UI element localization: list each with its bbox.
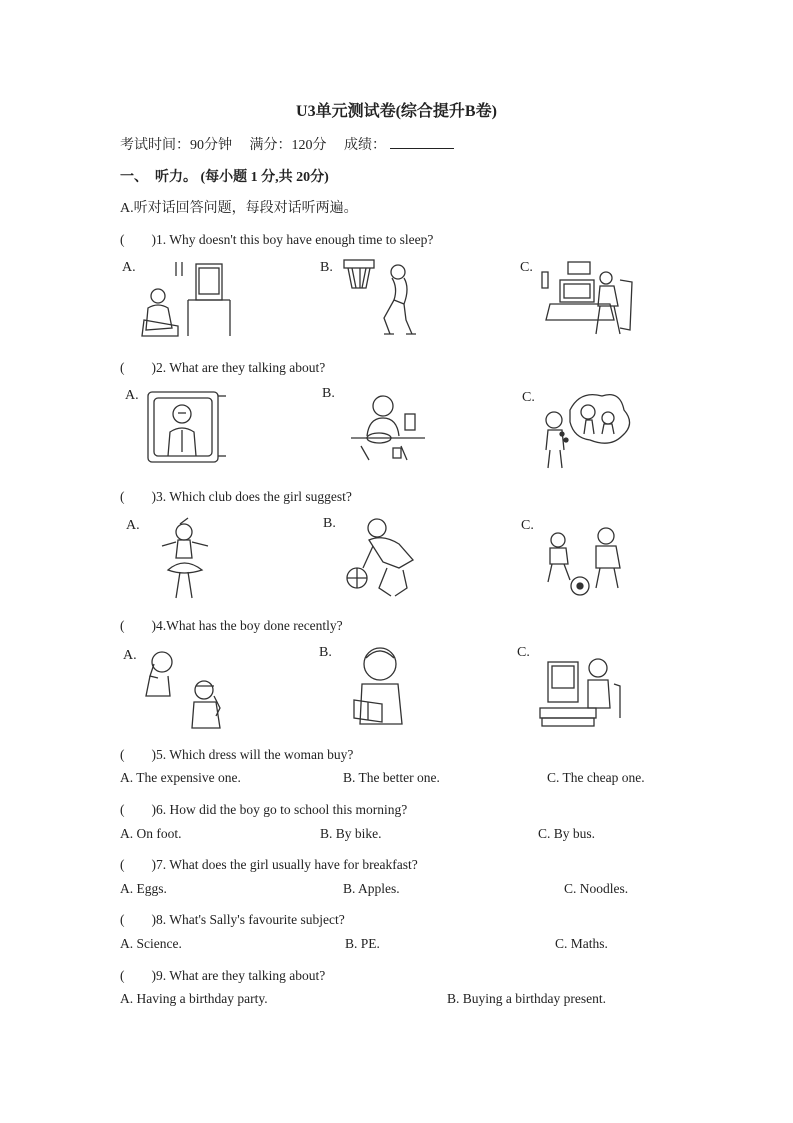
basketball-dribble-icon[interactable] xyxy=(343,516,443,598)
q1-option-c-label: C. xyxy=(520,260,533,275)
boy-reading-book-icon[interactable] xyxy=(342,644,442,726)
boy-doing-homework-icon[interactable] xyxy=(343,386,443,468)
tv-teacher-icon[interactable] xyxy=(140,386,240,468)
q6-option-b[interactable]: B. By bike. xyxy=(320,826,382,841)
exam-meta xyxy=(120,134,454,154)
question-5: ( )5. Which dress will the woman buy? xyxy=(120,747,354,762)
q8-option-c[interactable]: C. Maths. xyxy=(555,936,608,951)
q5-option-c[interactable]: C. The cheap one. xyxy=(547,770,645,785)
q6-option-c[interactable]: C. By bus. xyxy=(538,826,596,841)
boy-watching-tv-icon[interactable] xyxy=(138,258,238,340)
exam-time: 考试时间：90分钟 xyxy=(120,138,232,153)
section-heading: 一、 听力。 (每小题 1 分,共 20分) xyxy=(120,170,329,185)
girl-thinking-family-icon[interactable] xyxy=(540,390,640,472)
result-label: 成绩： xyxy=(344,138,386,153)
question-2: ( )2. What are they talking about? xyxy=(120,360,326,375)
q7-option-b[interactable]: B. Apples. xyxy=(343,881,400,896)
page-title: U3单元测试卷(综合提升B卷) xyxy=(296,103,497,120)
q2-option-a-label: A. xyxy=(125,388,139,403)
full-score: 满分：120分 xyxy=(249,138,327,153)
q9-option-b[interactable]: B. Buying a birthday present. xyxy=(447,991,606,1006)
question-4: ( )4.What has the boy done recently? xyxy=(120,618,343,633)
q8-option-a[interactable]: A. Science. xyxy=(120,936,182,951)
q2-option-c-label: C. xyxy=(522,390,535,405)
q4-option-b-label: B. xyxy=(319,645,332,660)
q7-option-a[interactable]: A. Eggs. xyxy=(120,881,167,896)
result-blank[interactable] xyxy=(390,136,454,149)
q8-option-b[interactable]: B. PE. xyxy=(345,936,380,951)
q3-option-b-label: B. xyxy=(323,516,336,531)
question-3: ( )3. Which club does the girl suggest? xyxy=(120,489,352,504)
question-8: ( )8. What's Sally's favourite subject? xyxy=(120,912,345,927)
q6-option-a[interactable]: A. On foot. xyxy=(120,826,182,841)
q3-option-c-label: C. xyxy=(521,518,534,533)
question-6: ( )6. How did the boy go to school this morning? xyxy=(120,802,408,817)
q5-option-b[interactable]: B. The better one. xyxy=(343,770,440,785)
q4-option-a-label: A. xyxy=(123,648,137,663)
boy-playing-computer-icon[interactable] xyxy=(540,258,640,340)
q1-option-a-label: A. xyxy=(122,260,136,275)
part-a-instruction: A.听对话回答问题，每段对话听两遍。 xyxy=(120,201,358,216)
phone-call-icon[interactable] xyxy=(140,646,240,728)
basketball-player-icon[interactable] xyxy=(340,258,440,340)
q2-option-b-label: B. xyxy=(322,386,335,401)
question-9: ( )9. What are they talking about? xyxy=(120,968,326,983)
boy-computer-icon[interactable] xyxy=(538,644,638,726)
question-7: ( )7. What does the girl usually have for breakfast? xyxy=(120,857,418,872)
q4-option-c-label: C. xyxy=(517,645,530,660)
q1-option-b-label: B. xyxy=(320,260,333,275)
boys-football-icon[interactable] xyxy=(540,518,640,600)
q7-option-c[interactable]: C. Noodles. xyxy=(564,881,629,896)
ballet-dancer-icon[interactable] xyxy=(140,516,240,598)
question-1: ( )1. Why doesn't this boy have enough time to sleep? xyxy=(120,232,434,247)
q9-option-a[interactable]: A. Having a birthday party. xyxy=(120,991,268,1006)
q3-option-a-label: A. xyxy=(126,518,140,533)
q5-option-a[interactable]: A. The expensive one. xyxy=(120,770,241,785)
